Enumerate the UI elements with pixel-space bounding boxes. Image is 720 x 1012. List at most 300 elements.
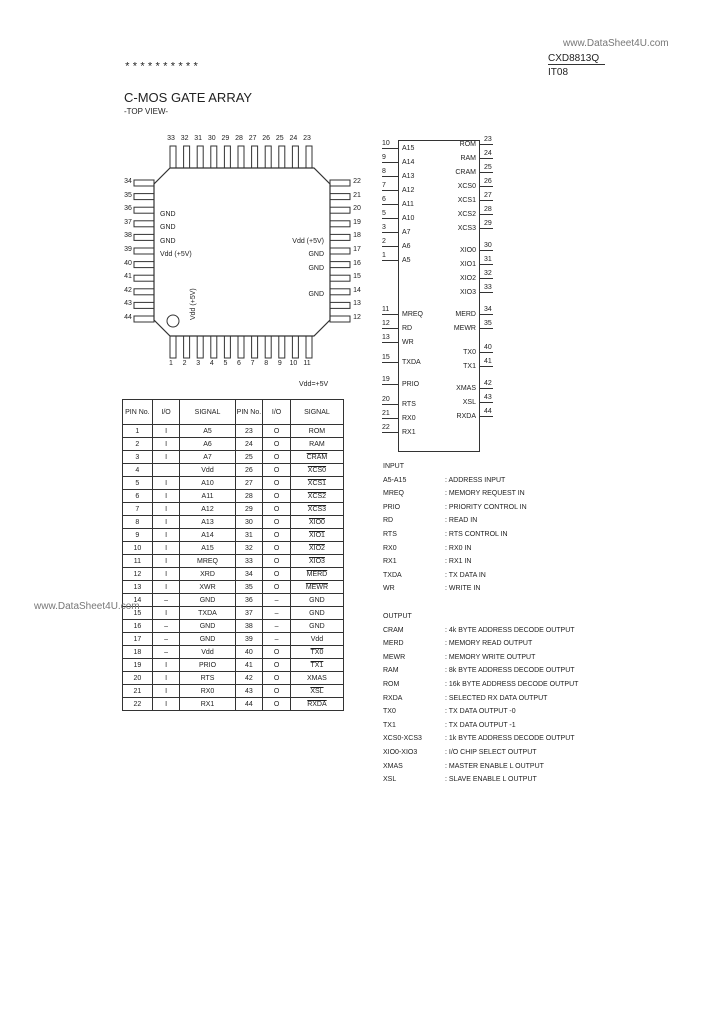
pin-table-cell: I: [152, 438, 180, 451]
pin-lead: [279, 146, 285, 168]
pin-number: 38: [124, 232, 132, 240]
pin-line: [479, 228, 493, 229]
pin-line: [479, 278, 493, 279]
pin-table-cell: 33: [235, 555, 263, 568]
signal-description: : MASTER ENABLE L OUTPUT: [445, 762, 544, 770]
pin-table-cell: O: [263, 568, 291, 581]
pin-number: 4: [209, 360, 214, 367]
pin-table-cell: 28: [235, 490, 263, 503]
pin-line: [479, 352, 493, 353]
vdd-note: Vdd=+5V: [299, 381, 329, 388]
pin-number: 12: [353, 314, 361, 321]
signal-description: : ADDRESS INPUT: [445, 476, 506, 484]
pin-number: 20: [353, 205, 361, 213]
pin-number: 19: [382, 376, 390, 383]
pin-line: [382, 314, 398, 315]
signal-description: : PRIORITY CONTROL IN: [445, 503, 527, 511]
block-diagram: [376, 138, 506, 448]
signal-description-row: [383, 637, 578, 651]
pin-number: 30: [484, 242, 492, 249]
pin-table-cell: XCS0: [290, 464, 343, 477]
pin-table-cell: O: [263, 659, 291, 672]
pin-line: [382, 232, 398, 233]
signal-description: : RX1 IN: [445, 558, 472, 566]
pin-table-cell: I: [152, 672, 180, 685]
signal-name: WR: [383, 585, 395, 593]
inner-right-label: GND: [308, 291, 324, 299]
signal-name: PRIO: [383, 503, 401, 511]
pin-table-cell: A14: [180, 529, 235, 542]
pin-lead: [330, 248, 350, 254]
inner-right-labels: [268, 235, 324, 302]
pin-line: [479, 416, 493, 417]
pin-table-row: [123, 659, 344, 672]
pin-table-cell: 14: [123, 594, 153, 607]
pin-signal-label: TX0: [463, 349, 476, 356]
pin-lead: [306, 336, 312, 358]
pin-number: 9: [277, 360, 282, 367]
signal-name: A5-A15: [383, 476, 407, 484]
pin-number: 7: [382, 182, 386, 189]
signal-description-row: [383, 705, 578, 719]
signal-description: : WRITE IN: [445, 585, 481, 593]
pin-table-cell: TXDA: [180, 607, 235, 620]
pin-signal-label: RXDA: [456, 413, 476, 420]
pin-signal-label: A13: [402, 173, 415, 180]
pin-number: 15: [353, 273, 361, 281]
signal-description: : MEMORY WRITE OUTPUT: [445, 653, 536, 661]
pin-table-row: [123, 529, 344, 542]
pin-table-cell: 2: [123, 438, 153, 451]
pin-table-cell: O: [263, 672, 291, 685]
pin-table-row: [123, 633, 344, 646]
signal-description-row: [383, 487, 527, 501]
pin-lead: [211, 336, 217, 358]
pin-table-row: [123, 503, 344, 516]
pin-signal-label: A15: [402, 145, 415, 152]
pin-table-row: [123, 568, 344, 581]
pin-lead: [265, 336, 271, 358]
pin-table-cell: XIO1: [290, 529, 343, 542]
pin-number: 41: [124, 273, 132, 281]
pin-lead: [330, 194, 350, 200]
pin-number: 25: [484, 164, 492, 171]
pin-table-cell: I: [152, 568, 180, 581]
pin-table-row: [123, 542, 344, 555]
signal-name: MERD: [383, 640, 404, 648]
pin-number: 21: [353, 191, 361, 199]
pin-table-cell: –: [263, 620, 291, 633]
pin-number: 16: [353, 259, 361, 267]
signal-description-row: [383, 664, 578, 678]
pin-table-header-cell: PIN No.: [123, 400, 153, 425]
pin-line: [382, 218, 398, 219]
pin-table-cell: [152, 464, 180, 477]
pin-table-cell: 16: [123, 620, 153, 633]
pin-line: [479, 402, 493, 403]
pin-table-cell: A13: [180, 516, 235, 529]
signal-name: MEWR: [383, 653, 406, 661]
pin-signal-label: A5: [402, 257, 411, 264]
signal-description-row: [383, 555, 527, 569]
pin-table-cell: 21: [123, 685, 153, 698]
pin-number: 24: [289, 135, 298, 142]
pin-table-cell: 11: [123, 555, 153, 568]
pin-table-cell: I: [152, 581, 180, 594]
pin-number: 9: [382, 154, 386, 161]
pin-table-row: [123, 594, 344, 607]
pin-table-cell: 4: [123, 464, 153, 477]
signal-description: : READ IN: [445, 517, 478, 525]
pin-table-cell: ROM: [290, 425, 343, 438]
pin-number: 3: [382, 224, 386, 231]
pin-table-cell: I: [152, 607, 180, 620]
pin-number: 42: [484, 380, 492, 387]
pin-signal-label: XMAS: [456, 385, 476, 392]
pin-line: [382, 246, 398, 247]
pin-number: 36: [124, 205, 132, 213]
pin-number: 44: [124, 314, 132, 321]
pin-signal-label: MEWR: [453, 325, 476, 332]
pin-line: [382, 328, 398, 329]
pin-number: 8: [264, 360, 269, 367]
pin-number: 31: [194, 135, 203, 142]
signal-name: TX1: [383, 721, 396, 729]
output-section: [383, 610, 578, 787]
pin-table-row: [123, 672, 344, 685]
pin-table-cell: –: [152, 633, 180, 646]
pin-lead: [134, 180, 154, 186]
pin-signal-label: XCS1: [457, 197, 476, 204]
pin-table-cell: 41: [235, 659, 263, 672]
pin-number: 10: [289, 360, 298, 367]
pin-lead: [134, 275, 154, 281]
signal-name: XSL: [383, 776, 397, 784]
pin-number: 44: [484, 408, 492, 415]
pin-table-cell: O: [263, 529, 291, 542]
pin-table-cell: 26: [235, 464, 263, 477]
inner-bottom-label: Vdd (+5V): [190, 288, 197, 320]
pin-table-cell: –: [263, 607, 291, 620]
pin-table-cell: Vdd: [180, 646, 235, 659]
pin-number: 26: [484, 178, 492, 185]
signal-description: : I/O CHIP SELECT OUTPUT: [445, 748, 537, 756]
signal-name: XCS0-XCS3: [383, 735, 422, 743]
pin-number: 32: [484, 270, 492, 277]
pin-table-cell: 29: [235, 503, 263, 516]
pin-table-cell: PRIO: [180, 659, 235, 672]
pin-table-cell: 7: [123, 503, 153, 516]
pin-line: [382, 432, 398, 433]
pin-table-cell: RTS: [180, 672, 235, 685]
pin-table-cell: I: [152, 451, 180, 464]
pin-table-cell: 42: [235, 672, 263, 685]
pin-number: 6: [382, 196, 386, 203]
pin-number: 23: [303, 135, 311, 142]
pin-signal-label: RTS: [402, 401, 416, 408]
pin-table-cell: MERD: [290, 568, 343, 581]
signal-description: : RTS CONTROL IN: [445, 530, 508, 538]
signal-name: RXDA: [383, 694, 403, 702]
pin-table-cell: I: [152, 477, 180, 490]
signal-description-row: [383, 474, 527, 488]
pin-line: [382, 418, 398, 419]
signal-name: RX1: [383, 558, 397, 566]
pin-table-cell: XCS1: [290, 477, 343, 490]
pin-table-cell: 5: [123, 477, 153, 490]
pin-signal-label: RX0: [402, 415, 416, 422]
pin-table-row: [123, 620, 344, 633]
pin-line: [479, 264, 493, 265]
pin-lead: [211, 146, 217, 168]
pin-table-cell: A11: [180, 490, 235, 503]
pin-lead: [330, 234, 350, 240]
pin-signal-label: A14: [402, 159, 415, 166]
pin-number: 13: [382, 334, 390, 341]
pin-line: [479, 144, 493, 145]
pin-lead: [306, 146, 312, 168]
pin-lead: [134, 207, 154, 213]
pin-table-cell: –: [263, 594, 291, 607]
output-heading: OUTPUT: [383, 613, 412, 620]
pin-table-cell: GND: [290, 594, 343, 607]
pin-number: 2: [382, 238, 386, 245]
pin-number: 31: [484, 256, 492, 263]
pin-table-cell: XMAS: [290, 672, 343, 685]
pin-number: 3: [196, 360, 201, 367]
pin-signal-label: A10: [402, 215, 415, 222]
pin-table-cell: Vdd: [290, 633, 343, 646]
pin-number: 39: [124, 246, 132, 253]
pin-table-cell: GND: [180, 620, 235, 633]
pin-line: [479, 158, 493, 159]
signal-name: TX0: [383, 708, 396, 716]
pin-line: [479, 388, 493, 389]
pin-line: [479, 328, 493, 329]
pin-table-cell: CRAM: [290, 451, 343, 464]
pin-line: [479, 200, 493, 201]
pin-number: 11: [382, 306, 390, 313]
pin-table-cell: O: [263, 542, 291, 555]
pin-number: 6: [237, 360, 241, 367]
pin-lead: [224, 336, 230, 358]
pin-number: 43: [484, 394, 492, 401]
pin-table-cell: 22: [123, 698, 153, 711]
pin-lead: [197, 336, 203, 358]
pin-line: [479, 250, 493, 251]
pin-number: 28: [235, 135, 243, 142]
pin-table-cell: A10: [180, 477, 235, 490]
signal-description-row: [383, 773, 578, 787]
pin-number: 2: [182, 360, 187, 367]
signal-name: XIO0-XIO3: [383, 748, 418, 756]
signal-name: MREQ: [383, 490, 404, 498]
pin-signal-label: A11: [402, 201, 414, 208]
pin-table-cell: 18: [123, 646, 153, 659]
inner-left-label: GND: [160, 224, 176, 232]
pin-signal-label: XSL: [462, 399, 476, 406]
pin-signal-label: PRIO: [402, 381, 420, 388]
pin-number: 33: [167, 135, 175, 142]
pin-table-cell: GND: [290, 620, 343, 633]
pin-table-cell: 24: [235, 438, 263, 451]
pin-table-cell: 19: [123, 659, 153, 672]
pin-table-header-cell: SIGNAL: [180, 400, 235, 425]
pin-number: 5: [382, 210, 386, 217]
pin-table-cell: 3: [123, 451, 153, 464]
inner-left-labels: [160, 208, 192, 262]
pin-line: [382, 148, 398, 149]
pin-number: 27: [248, 135, 257, 142]
pin-number: 18: [353, 232, 361, 240]
signal-description: : 8k BYTE ADDRESS DECODE OUTPUT: [445, 667, 575, 675]
pin-number: 34: [484, 306, 492, 313]
pin-table-cell: RXDA: [290, 698, 343, 711]
pin-table-cell: XIO2: [290, 542, 343, 555]
pin-table: [122, 399, 344, 711]
signal-description-row: [383, 678, 578, 692]
pin-lead: [252, 146, 258, 168]
pin-signal-label: WR: [402, 339, 414, 346]
watermark-left: www.DataSheet4U.com: [34, 601, 140, 612]
pin-number: 15: [382, 354, 390, 361]
subtitle: -TOP VIEW-: [124, 107, 169, 116]
signal-description-row: [383, 582, 527, 596]
pin-table-cell: 37: [235, 607, 263, 620]
pin-number: 1: [169, 360, 173, 367]
signal-description-row: [383, 651, 578, 665]
pin-table-cell: I: [152, 659, 180, 672]
pin-lead: [330, 302, 350, 308]
signal-name: RTS: [383, 530, 397, 538]
pin-table-cell: O: [263, 516, 291, 529]
pin-table-cell: 9: [123, 529, 153, 542]
pin-line: [479, 292, 493, 293]
pin-lead: [292, 336, 298, 358]
input-list: [383, 474, 527, 596]
pin-table-cell: RX1: [180, 698, 235, 711]
pin-line: [382, 384, 398, 385]
pin-table-row: [123, 438, 344, 451]
signal-name: TXDA: [383, 571, 402, 579]
pin-table-cell: O: [263, 438, 291, 451]
pin-number: 32: [180, 135, 189, 142]
inner-left-label: GND: [160, 237, 176, 245]
pin-signal-label: XIO2: [460, 275, 476, 282]
pin-line: [382, 162, 398, 163]
pin-signal-label: XCS0: [457, 183, 476, 190]
pin-number: 8: [382, 168, 386, 175]
pin-table-cell: A7: [180, 451, 235, 464]
pin-line: [382, 204, 398, 205]
pin-table-row: [123, 451, 344, 464]
signal-description-row: [383, 569, 527, 583]
pin-table-header: [123, 400, 344, 425]
pin-table-cell: 27: [235, 477, 263, 490]
pin-lead: [279, 336, 285, 358]
pin-line: [382, 404, 398, 405]
pin-table-cell: 30: [235, 516, 263, 529]
pin-table-cell: $\overline{XSL}$: [290, 685, 343, 698]
pin-number: 22: [382, 424, 390, 431]
signal-description: : TX DATA OUTPUT -0: [445, 708, 516, 716]
pin-signal-label: A7: [402, 229, 411, 236]
signal-name: CRAM: [383, 626, 404, 634]
pin-signal-label: XCS2: [457, 211, 476, 218]
pin-table-cell: 6: [123, 490, 153, 503]
pin-number: 7: [250, 360, 255, 367]
signal-description: : 1k BYTE ADDRESS DECODE OUTPUT: [445, 735, 575, 743]
inner-right-label: GND: [308, 264, 324, 272]
signal-name: RD: [383, 517, 394, 525]
pin-table-cell: GND: [290, 607, 343, 620]
pin-table-row: [123, 555, 344, 568]
pin-lead: [170, 336, 176, 358]
input-heading: INPUT: [383, 463, 404, 470]
pin-number: 40: [484, 344, 492, 351]
signal-description-row: [383, 542, 527, 556]
pin-lead: [265, 146, 271, 168]
pin-number: 22: [353, 178, 361, 185]
pin-number: 17: [353, 246, 361, 253]
pin-table-cell: 10: [123, 542, 153, 555]
pin-table-cell: XIO0: [290, 516, 343, 529]
pin-table-cell: 38: [235, 620, 263, 633]
pin-lead: [224, 146, 230, 168]
pin-signal-label: XIO3: [460, 289, 476, 296]
inner-right-label: Vdd (+5V): [292, 238, 324, 245]
signal-description: : 16k BYTE ADDRESS DECODE OUTPUT: [445, 680, 579, 688]
pin-table-row: [123, 646, 344, 659]
signal-name: RX0: [383, 544, 397, 552]
pin-table-cell: O: [263, 555, 291, 568]
pin-table-cell: I: [152, 555, 180, 568]
pin-table-cell: 8: [123, 516, 153, 529]
signal-description: : TX DATA OUTPUT -1: [445, 721, 516, 729]
pin-signal-label: ROM: [459, 141, 476, 148]
pin-table-row: [123, 464, 344, 477]
pin-table-cell: 40: [235, 646, 263, 659]
pin-number: 5: [223, 360, 228, 367]
pin-table-cell: O: [263, 685, 291, 698]
pin-number: 35: [484, 320, 492, 327]
pin-signal-label: XCS3: [457, 225, 476, 232]
package-diagram: [118, 130, 368, 370]
pin-lead: [134, 234, 154, 240]
pin-table-cell: XIO3: [290, 555, 343, 568]
pin-lead: [330, 289, 350, 295]
input-section: [383, 460, 527, 596]
pin-table-cell: MREQ: [180, 555, 235, 568]
pin-table-header-cell: SIGNAL: [290, 400, 343, 425]
part-number: CXD8813Q: [548, 53, 605, 65]
pin-table-row: [123, 425, 344, 438]
pin-table-cell: I: [152, 685, 180, 698]
pin-lead: [330, 180, 350, 186]
pin-signal-label: MERD: [455, 311, 476, 318]
pin-lead: [330, 316, 350, 322]
pin-table-cell: XRD: [180, 568, 235, 581]
pin-number: 29: [484, 220, 492, 227]
pin-number: 35: [124, 191, 132, 199]
signal-description-row: [383, 719, 578, 733]
page-title: C-MOS GATE ARRAY: [124, 90, 253, 105]
pin-table-cell: 39: [235, 633, 263, 646]
pin-line: [382, 362, 398, 363]
pin-lead: [134, 248, 154, 254]
pin-number: 37: [124, 218, 132, 226]
pin-table-cell: O: [263, 425, 291, 438]
